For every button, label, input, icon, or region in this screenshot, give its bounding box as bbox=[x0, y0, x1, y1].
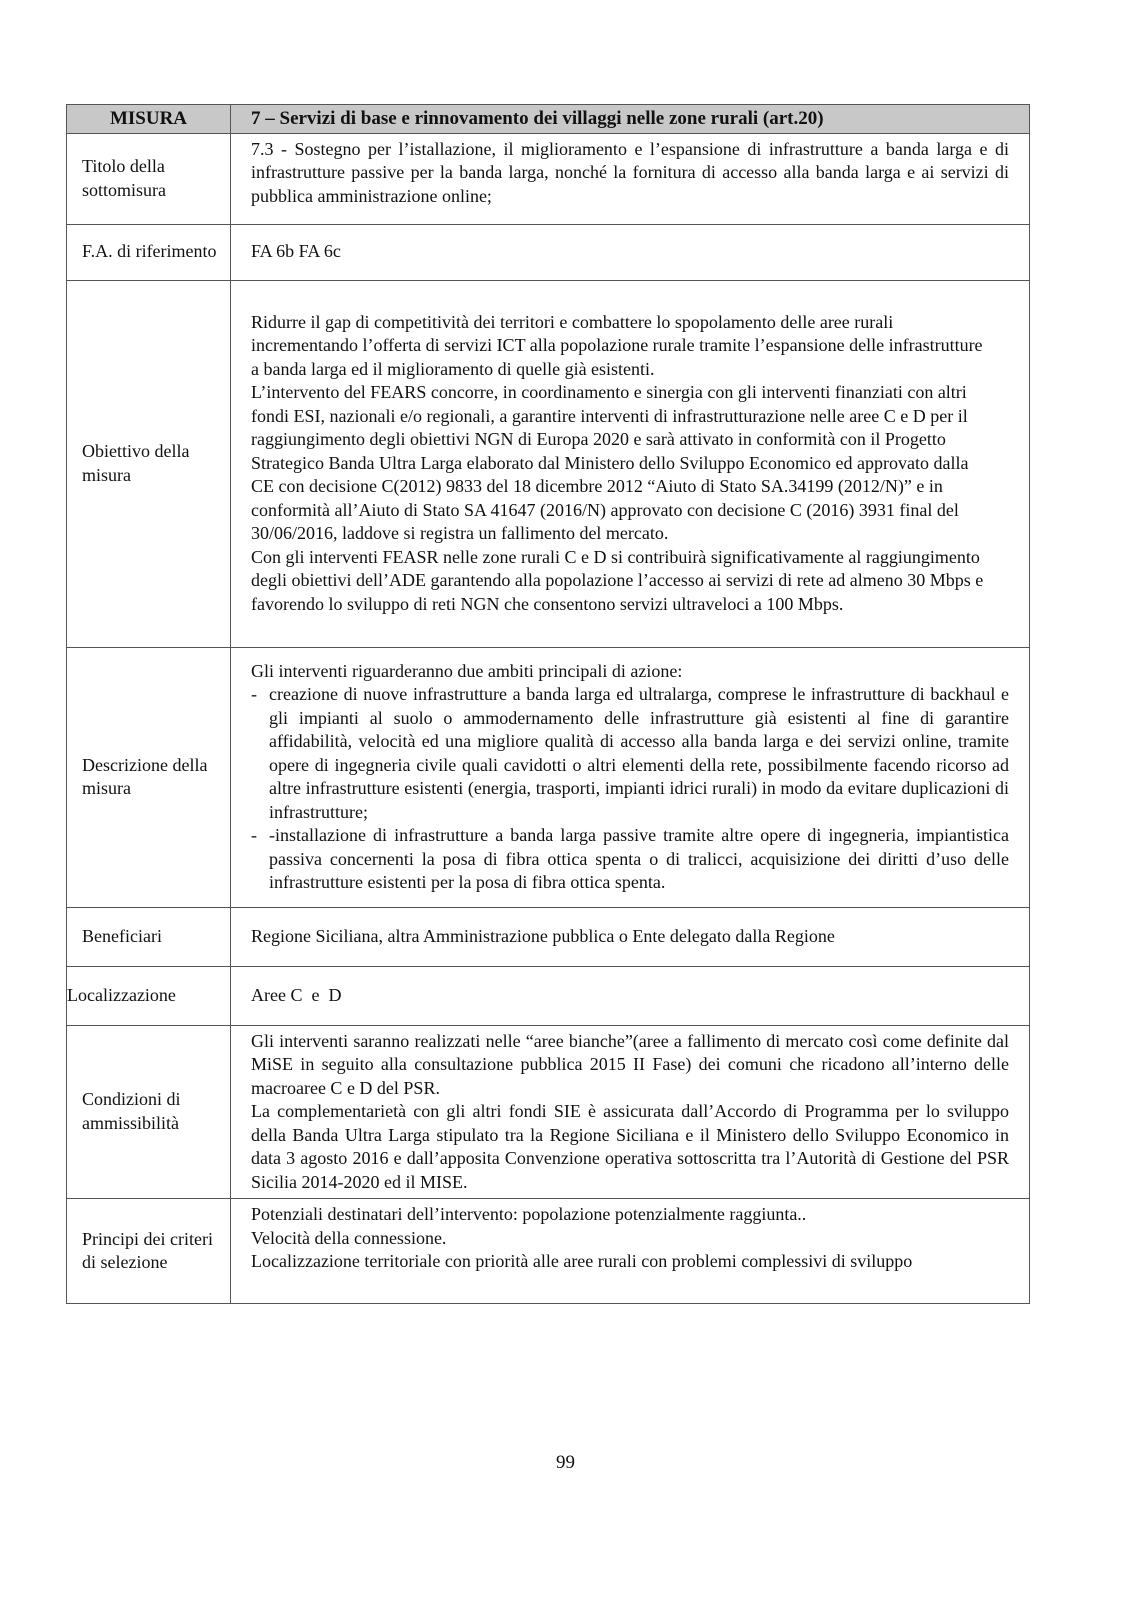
row-label: Titolo della sottomisura bbox=[67, 133, 231, 224]
paragraph: Ridurre il gap di competitività dei territori e combattere lo spopolamento delle aree rurali incrementando l’offerta di servizi ICT alla popolazione rurale tramite l’espansione delle infrastrutture a banda larga ed il miglioramento di quelle già esistenti. bbox=[251, 311, 983, 379]
row-label: Beneficiari bbox=[67, 907, 231, 966]
row-label: Obiettivo della misura bbox=[67, 280, 231, 647]
table-header-row bbox=[67, 105, 1030, 134]
line: Localizzazione territoriale con priorità alle aree rurali con problemi complessivi di sviluppo bbox=[251, 1251, 913, 1271]
row-beneficiari bbox=[67, 907, 1030, 966]
page-number: 99 bbox=[556, 1452, 575, 1473]
row-value: FA 6b FA 6c bbox=[231, 224, 1030, 280]
row-label: Descrizione della misura bbox=[67, 647, 231, 907]
row-label: F.A. di riferimento bbox=[67, 224, 231, 280]
row-label: Condizioni di ammissibilità bbox=[67, 1025, 231, 1199]
list-item: - creazione di nuove infrastrutture a banda larga ed ultralarga, comprese le infrastrutture di backhaul e gli impianti al suolo o ammodernamento delle infrastrutture già esistenti al fine di garantire affidabilità, velocità ed una migliore qualità di accesso alla banda larga e dei servizi online, tramite opere di ingegneria civile quali cavidotti o altri elementi della rete, possibilmente facendo ricorso ad altre infrastrutture esistenti (energia, trasporti, impianti idrici rurali) in modo da evitare duplicazioni di infrastrutture; bbox=[251, 683, 1009, 824]
row-descrizione bbox=[67, 647, 1030, 907]
line: Velocità della connessione. bbox=[251, 1227, 447, 1248]
row-label: Localizzazione bbox=[67, 966, 231, 1025]
paragraph: La complementarietà con gli altri fondi SIE è assicurata dall’Accordo di Programma per lo sviluppo della Banda Ultra Larga stipulato tra la Regione Siciliana e il Ministero dello Sviluppo Economico in data 3 agosto 2016 e dall’apposita Convenzione operativa sottoscritta tra l’Autorità di Gestione del PSR Sicilia 2014-2020 ed il MISE. bbox=[251, 1101, 1009, 1192]
header-title: 7 – Servizi di base e rinnovamento dei villaggi nelle zone rurali (art.20) bbox=[231, 105, 1030, 134]
row-value bbox=[231, 1025, 1030, 1199]
bullet-list bbox=[251, 683, 1009, 895]
measure-table bbox=[66, 104, 1030, 1304]
row-obiettivo bbox=[67, 280, 1030, 647]
row-localizzazione bbox=[67, 966, 1030, 1025]
paragraph: Gli interventi riguarderanno due ambiti principali di azione: bbox=[251, 660, 683, 681]
line: Potenziali destinatari dell’intervento: popolazione potenzialmente raggiunta.. bbox=[251, 1204, 807, 1224]
row-value: Regione Siciliana, altra Amministrazione pubblica o Ente delegato dalla Regione bbox=[231, 907, 1030, 966]
row-value bbox=[231, 647, 1030, 907]
row-value bbox=[231, 280, 1030, 647]
list-item: - -installazione di infrastrutture a banda larga passive tramite altre opere di ingegneria, impiantistica passiva concernenti la posa di fibra ottica spenta o di tralicci, acquisizione dei diritti d’uso delle infrastrutture esistenti per la posa di fibra ottica spenta. bbox=[251, 824, 1009, 895]
header-label: MISURA bbox=[67, 105, 231, 134]
paragraph: L’intervento del FEARS concorre, in coordinamento e sinergia con gli interventi finanziati con altri fondi ESI, nazionali e/o regionali, a garantire interventi di infrastrutturazione nelle aree C e D per il raggiungimento degli obiettivi NGN di Europa 2020 e sarà attivato in conformità con il Progetto Strategico Banda Ultra Larga elaborato dal Ministero dello Sviluppo Economico ed approvato dalla CE con decisione C(2012) 9833 del 18 dicembre 2012 “Aiuto di Stato SA.34199 (2012/N)” e in conformità all’Aiuto di Stato SA 41647 (2016/N) approvato con decisione C (2016) 3931 final del 30/06/2016, laddove si registra un fallimento del mercato. bbox=[251, 382, 969, 544]
row-condizioni bbox=[67, 1025, 1030, 1199]
row-value bbox=[231, 1199, 1030, 1304]
row-fa bbox=[67, 224, 1030, 280]
paragraph: Gli interventi saranno realizzati nelle “aree bianche”(aree a fallimento di mercato così come definite dal MiSE in seguito alla consultazione pubblica 2015 II Fase) dei comuni che ricadono all’interno delle macroaree C e D del PSR. bbox=[251, 1030, 1009, 1098]
paragraph: Con gli interventi FEASR nelle zone rurali C e D si contribuirà significativamente al raggiungimento degli obiettivi dell’ADE garantendo alla popolazione l’accesso ai servizi di rete ad almeno 30 Mbps e favorendo lo sviluppo di reti NGN che consentono servizi ultraveloci a 100 Mbps. bbox=[251, 546, 984, 614]
row-value: Aree C e D bbox=[231, 966, 1030, 1025]
row-value: 7.3 - Sostegno per l’istallazione, il miglioramento e l’espansione di infrastrutture a banda larga e di infrastrutture passive per la banda larga, nonché la fornitura di accesso alla banda larga e ai servizi di pubblica amministrazione online; bbox=[231, 133, 1030, 224]
row-titolo bbox=[67, 133, 1030, 224]
row-principi bbox=[67, 1199, 1030, 1304]
row-label: Principi dei criteri di selezione bbox=[67, 1199, 231, 1304]
